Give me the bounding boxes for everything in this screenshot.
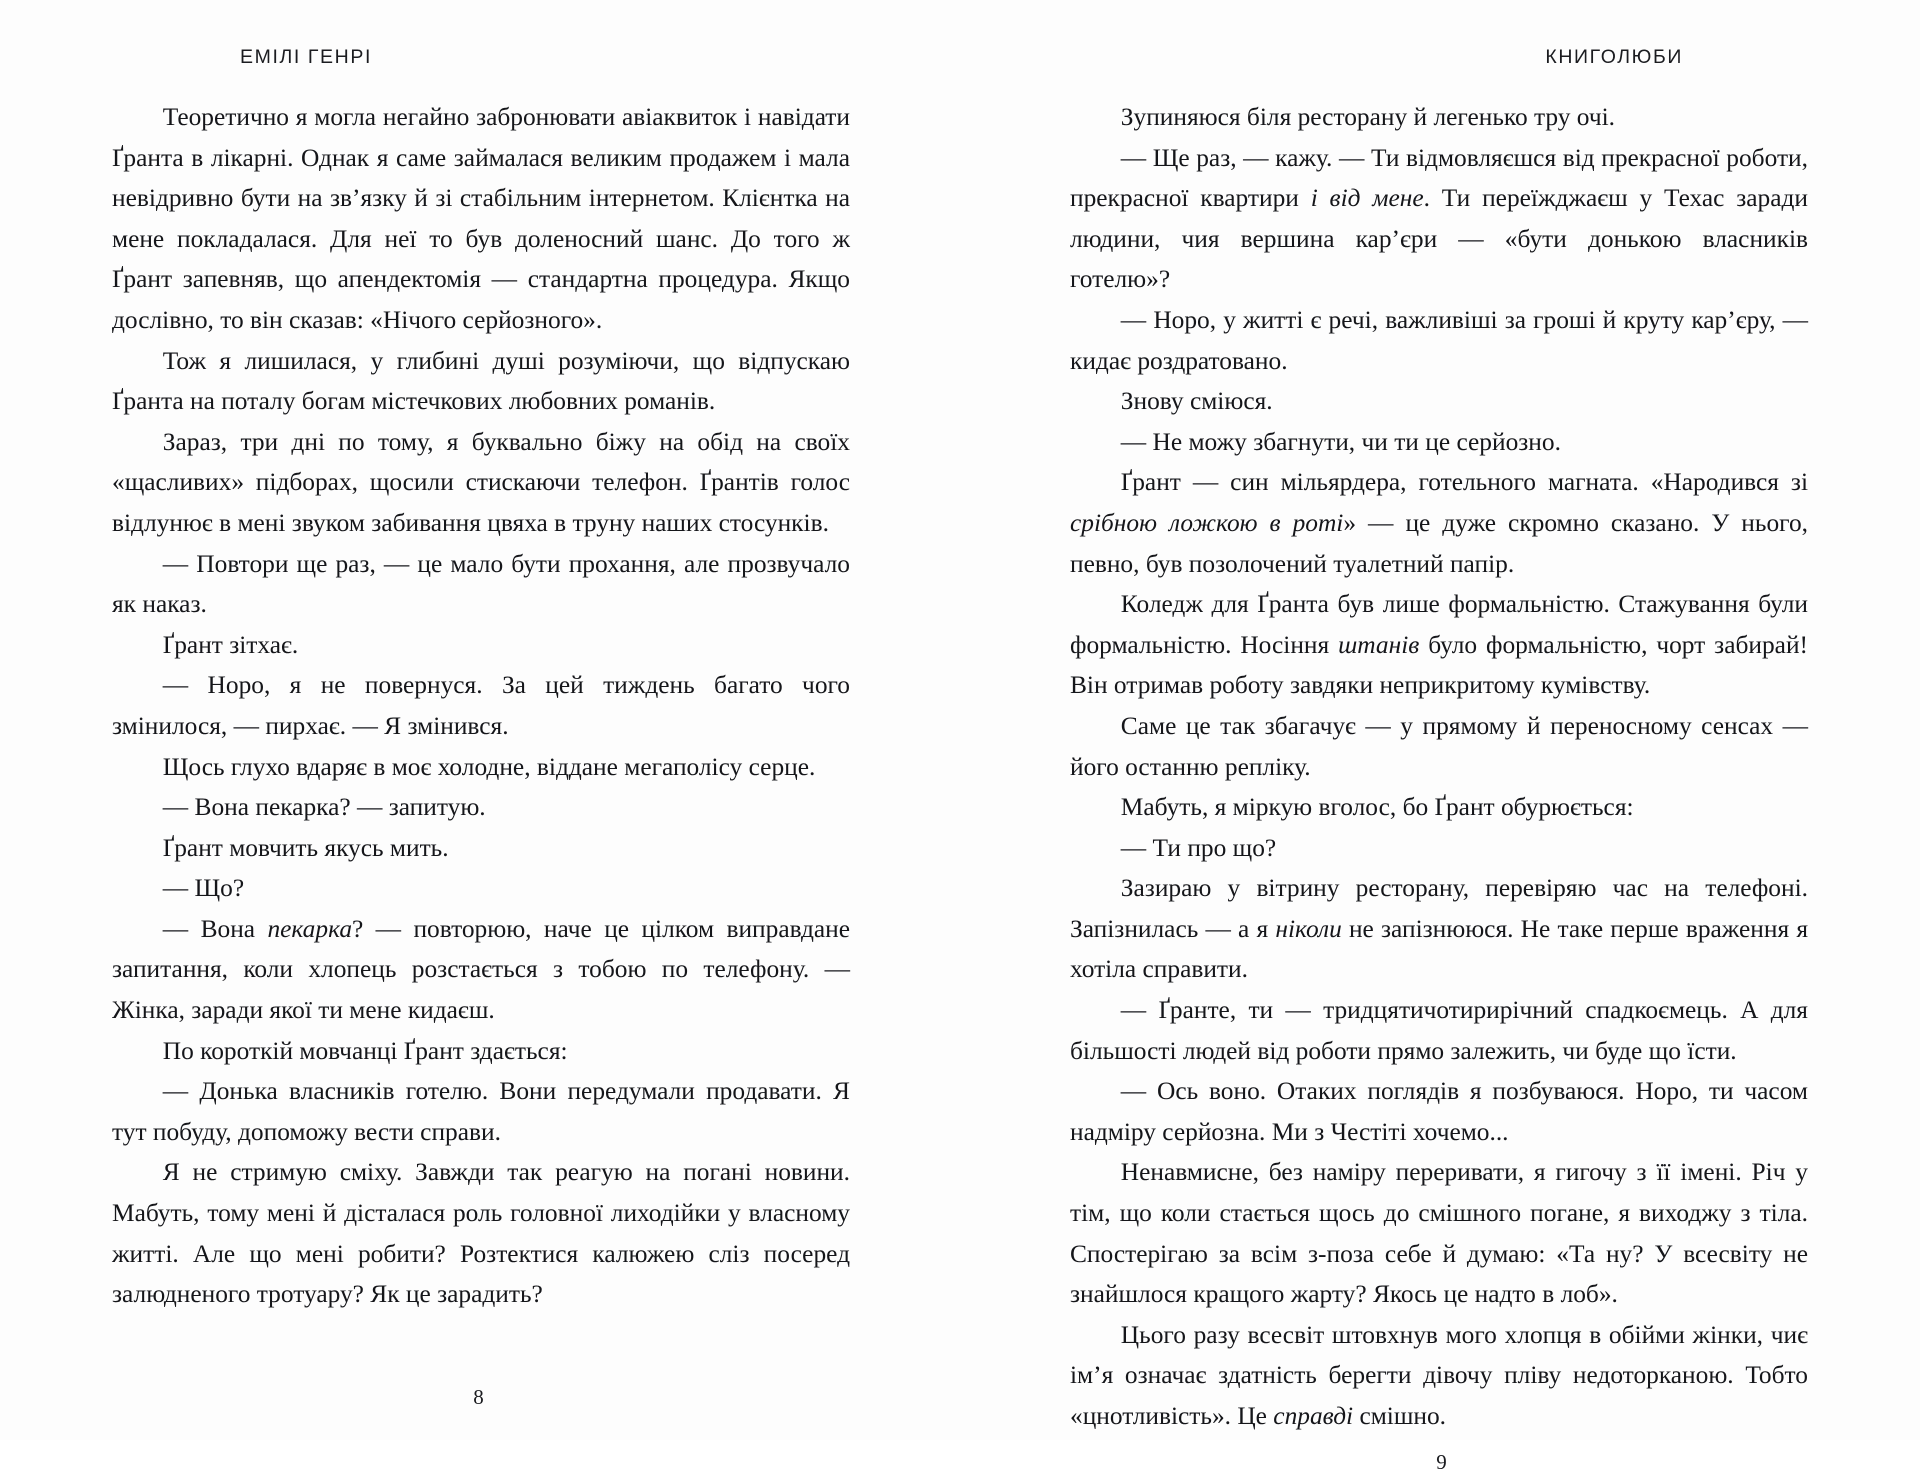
left-page (0, 0, 960, 1440)
body-paragraph: Цього разу всесвіт штовхнув мого хлопця в обійми жінки, чиє ім’я означає здатність берегти дівочу пліву недоторканою. Тобто «цнотливість». Це справді смішно. (1070, 1320, 1808, 1430)
body-paragraph: По короткій мовчанці Ґрант здається: (162, 1036, 568, 1065)
body-paragraph: — Вона пекарка? — запитую. (162, 793, 486, 822)
body-paragraph: Теоретично я могла негайно забронювати авіаквиток і навідати Ґранта в лікарні. Однак я саме займалася великим продажем і мала невідривно бути на зв’язку й зі стабільним інтернетом. Клієнтка на мене покладалася. Для неї то був доленосний шанс. До того ж Ґрант запевняв, що апендектомія — стандартна процедура. Якщо дослівно, то він сказав: «Нічого серйозного». (112, 103, 850, 334)
body-paragraph: Тож я лишилася, у глибині душі розуміючи, що відпускаю Ґранта на поталу богам містечкових любовних романів. (112, 346, 850, 416)
body-paragraph: Ґрант зітхає. (162, 630, 299, 659)
body-paragraph: — Донька власників готелю. Вони передумали продавати. Я тут побуду, допоможу вести справи. (112, 1077, 850, 1146)
body-paragraph: Зазираю у вітрину ресторану, перевіряю час на телефоні. Запізнилась — а я ніколи не запізнююся. Не таке перше враження я хотіла справити. (1070, 874, 1808, 984)
body-paragraph: — Не можу збагнути, чи ти це серйозно. (1120, 427, 1561, 456)
body-paragraph: Щось глухо вдаряє в моє холодне, віддане мегаполісу серце. (162, 752, 816, 781)
body-paragraph: Ґрант — син мільярдера, готельного магната. «Народився зі срібною ложкою в роті» — це дуже скромно сказано. У нього, певно, був позолочений туалетний папір. (1070, 468, 1808, 578)
body-paragraph: Ґрант мовчить якусь мить. (162, 833, 449, 862)
body-paragraph: — Ще раз, — кажу. — Ти відмовляєшся від прекрасної роботи, прекрасної квартири і від мене. Ти переїжджаєш у Техас заради людини, чия вершина кар’єри — «бути донькою власників готелю»? (1070, 143, 1808, 294)
body-paragraph: — Норо, у житті є речі, важливіші за гроші й круту кар’єру, — кидає роздратовано. (1070, 305, 1808, 375)
running-head-title: КНИГОЛЮБИ (1545, 46, 1683, 68)
right-page-body (1070, 97, 1808, 1437)
body-paragraph: — Повтори ще раз, — це мало бути прохання, але прозвучало як наказ. (112, 549, 850, 619)
body-paragraph: Знову сміюся. (1120, 387, 1273, 416)
body-paragraph: — Ґранте, ти — тридцятичотирирічний спадкоємець. А для більшості людей від роботи прямо залежить, чи буде що їсти. (1070, 996, 1808, 1065)
right-page (960, 0, 1920, 1474)
page-number-left: 8 (473, 1385, 484, 1409)
body-paragraph: Мабуть, я міркую вголос, бо Ґрант обурюється: (1120, 793, 1634, 822)
body-paragraph: Коледж для Ґранта був лише формальністю. Стажування були формальністю. Носіння штанів було формальністю, чорт забирай! Він отримав роботу завдяки неприкритому кумівству. (1070, 590, 1808, 700)
page-number-right: 9 (1436, 1449, 1447, 1474)
body-paragraph: Зупиняюся біля ресторану й легенько тру очі. (1120, 103, 1616, 131)
body-paragraph: Зараз, три дні по тому, я буквально біжу на обід на своїх «щасливих» підборах, щосили стискаючи телефон. Ґрантів голос відлунює в мені звуком забивання цвяха в труну наших стосунків. (112, 427, 850, 537)
body-paragraph: Ненавмисне, без наміру переривати, я гигочу з її імені. Річ у тім, що коли стається щось до смішного погане, я виходжу з тіла. Спостерігаю за всім з-поза себе й думаю: «Та ну? У всесвіту не знайшлося кращого жарту? Якось це надто в лоб». (1070, 1158, 1808, 1309)
body-paragraph: — Ось воно. Отаких поглядів я позбуваюся. Норо, ти часом надміру серйозна. Ми з Честіті хочемо... (1070, 1077, 1808, 1146)
body-paragraph: — Вона пекарка? — повторюю, наче це цілком виправдане запитання, коли хлопець розстається з тобою по телефону. — Жінка, заради якої ти мене кидаєш. (112, 914, 851, 1025)
running-head-author: ЕМІЛІ ГЕНРІ (240, 46, 372, 68)
body-paragraph: Саме це так збагачує — у прямому й переносному сенсах — його останню репліку. (1070, 711, 1808, 781)
left-page-body (112, 97, 850, 1372)
body-paragraph: — Ти про що? (1120, 833, 1277, 862)
body-paragraph: — Що? (162, 874, 245, 903)
body-paragraph: Я не стримую сміху. Завжди так реагую на погані новини. Мабуть, тому мені й дісталася роль головної лиходійки у власному житті. Але що мені робити? Розтектися калюжею сліз посеред залюдненого тротуару? Як це зарадить? (112, 1158, 850, 1309)
body-paragraph: — Норо, я не повернуся. За цей тиждень багато чого змінилося, — пирхає. — Я змінився. (112, 671, 850, 740)
